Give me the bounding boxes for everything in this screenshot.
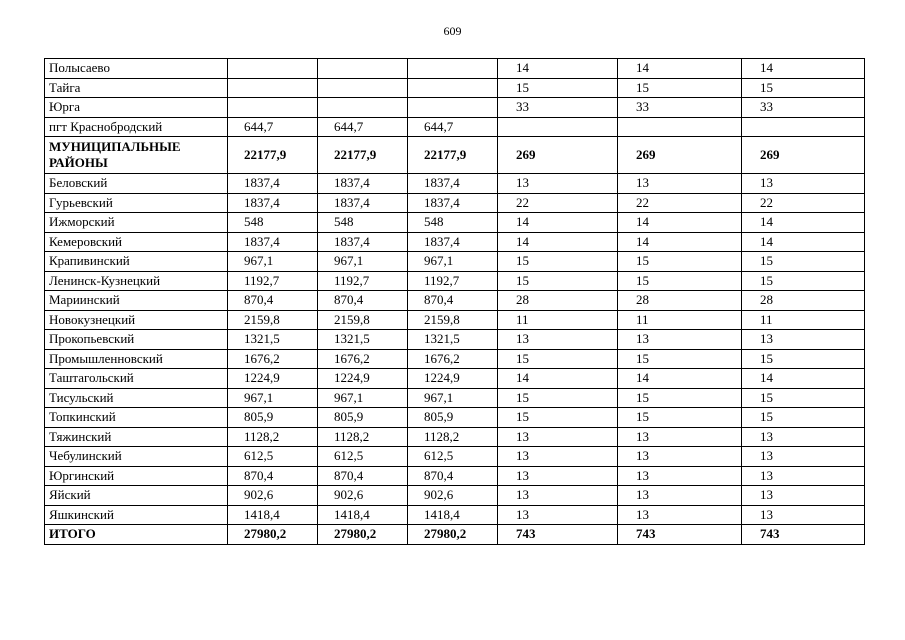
value-cell-b [318, 98, 408, 118]
value-cell-a: 1676,2 [228, 349, 318, 369]
table-row [45, 349, 865, 369]
value-cell-f: 28 [742, 291, 865, 311]
value-cell-d: 15 [498, 388, 618, 408]
table-row [45, 232, 865, 252]
value-cell-f: 33 [742, 98, 865, 118]
row-name-cell: пгт Краснобродский [45, 117, 228, 137]
value-cell-e: 14 [618, 369, 742, 389]
table-row [45, 427, 865, 447]
value-cell-d: 13 [498, 330, 618, 350]
value-cell-c: 644,7 [408, 117, 498, 137]
value-cell-d: 15 [498, 271, 618, 291]
value-cell-b: 1837,4 [318, 232, 408, 252]
value-cell-b: 548 [318, 213, 408, 233]
table-row [45, 447, 865, 467]
value-cell-b [318, 59, 408, 79]
value-cell-c: 1837,4 [408, 174, 498, 194]
row-name-cell: Полысаево [45, 59, 228, 79]
value-cell-d: 15 [498, 78, 618, 98]
value-cell-f: 14 [742, 213, 865, 233]
value-cell-c: 1224,9 [408, 369, 498, 389]
value-cell-b: 1128,2 [318, 427, 408, 447]
value-cell-d: 13 [498, 486, 618, 506]
row-name-cell: Юрга [45, 98, 228, 118]
value-cell-c: 1192,7 [408, 271, 498, 291]
value-cell-c: 612,5 [408, 447, 498, 467]
value-cell-f: 22 [742, 193, 865, 213]
table-row [45, 486, 865, 506]
value-cell-b: 2159,8 [318, 310, 408, 330]
value-cell-e: 14 [618, 213, 742, 233]
value-cell-a: 548 [228, 213, 318, 233]
value-cell-b: 870,4 [318, 466, 408, 486]
table-row [45, 525, 865, 545]
value-cell-e: 13 [618, 427, 742, 447]
value-cell-f: 14 [742, 369, 865, 389]
value-cell-a: 1321,5 [228, 330, 318, 350]
value-cell-a: 612,5 [228, 447, 318, 467]
row-name-cell: Промышленновский [45, 349, 228, 369]
value-cell-f: 269 [742, 137, 865, 174]
value-cell-d: 28 [498, 291, 618, 311]
value-cell-c: 902,6 [408, 486, 498, 506]
value-cell-d [498, 117, 618, 137]
value-cell-b: 1224,9 [318, 369, 408, 389]
value-cell-d: 14 [498, 369, 618, 389]
row-name-cell: Тайга [45, 78, 228, 98]
table-row [45, 310, 865, 330]
value-cell-d: 13 [498, 466, 618, 486]
row-name-cell: Новокузнецкий [45, 310, 228, 330]
table-row [45, 271, 865, 291]
value-cell-a: 967,1 [228, 252, 318, 272]
value-cell-a: 2159,8 [228, 310, 318, 330]
value-cell-e: 28 [618, 291, 742, 311]
value-cell-f: 13 [742, 486, 865, 506]
value-cell-a: 805,9 [228, 408, 318, 428]
value-cell-f: 14 [742, 232, 865, 252]
value-cell-e: 743 [618, 525, 742, 545]
value-cell-b: 1321,5 [318, 330, 408, 350]
value-cell-b: 902,6 [318, 486, 408, 506]
value-cell-d: 15 [498, 408, 618, 428]
value-cell-a [228, 59, 318, 79]
value-cell-c [408, 59, 498, 79]
value-cell-a: 902,6 [228, 486, 318, 506]
value-cell-a: 1192,7 [228, 271, 318, 291]
value-cell-f: 15 [742, 78, 865, 98]
value-cell-d: 11 [498, 310, 618, 330]
value-cell-e: 269 [618, 137, 742, 174]
row-name-cell: Топкинский [45, 408, 228, 428]
value-cell-f: 13 [742, 505, 865, 525]
value-cell-e: 14 [618, 59, 742, 79]
row-name-cell: Беловский [45, 174, 228, 194]
value-cell-e: 15 [618, 252, 742, 272]
value-cell-c: 967,1 [408, 388, 498, 408]
value-cell-a: 870,4 [228, 291, 318, 311]
table-row [45, 137, 865, 174]
value-cell-b: 644,7 [318, 117, 408, 137]
value-cell-b: 1837,4 [318, 193, 408, 213]
table-row [45, 174, 865, 194]
row-name-cell: Чебулинский [45, 447, 228, 467]
table-row [45, 388, 865, 408]
value-cell-e [618, 117, 742, 137]
value-cell-b [318, 78, 408, 98]
table-row [45, 78, 865, 98]
value-cell-b: 805,9 [318, 408, 408, 428]
value-cell-e: 15 [618, 78, 742, 98]
value-cell-c: 548 [408, 213, 498, 233]
value-cell-c: 1128,2 [408, 427, 498, 447]
value-cell-a: 1837,4 [228, 232, 318, 252]
value-cell-a [228, 78, 318, 98]
value-cell-f: 13 [742, 174, 865, 194]
row-name-cell: ИТОГО [45, 525, 228, 545]
value-cell-d: 14 [498, 232, 618, 252]
value-cell-c: 1321,5 [408, 330, 498, 350]
table-row [45, 193, 865, 213]
value-cell-c: 27980,2 [408, 525, 498, 545]
value-cell-d: 15 [498, 349, 618, 369]
value-cell-e: 11 [618, 310, 742, 330]
value-cell-b: 1837,4 [318, 174, 408, 194]
value-cell-f: 13 [742, 427, 865, 447]
row-name-cell: Таштагольский [45, 369, 228, 389]
row-name-cell: Тяжинский [45, 427, 228, 447]
row-name-cell: Тисульский [45, 388, 228, 408]
value-cell-e: 13 [618, 330, 742, 350]
value-cell-e: 15 [618, 349, 742, 369]
value-cell-d: 33 [498, 98, 618, 118]
table-row [45, 369, 865, 389]
value-cell-c: 805,9 [408, 408, 498, 428]
table-row [45, 291, 865, 311]
row-name-cell: Прокопьевский [45, 330, 228, 350]
value-cell-c: 1837,4 [408, 193, 498, 213]
value-cell-d: 22 [498, 193, 618, 213]
row-name-cell: Кемеровский [45, 232, 228, 252]
value-cell-c: 2159,8 [408, 310, 498, 330]
value-cell-d: 13 [498, 505, 618, 525]
value-cell-d: 13 [498, 174, 618, 194]
value-cell-a [228, 98, 318, 118]
row-name-cell: Юргинский [45, 466, 228, 486]
value-cell-f [742, 117, 865, 137]
value-cell-a: 27980,2 [228, 525, 318, 545]
table-row [45, 59, 865, 79]
value-cell-f: 743 [742, 525, 865, 545]
value-cell-c: 1676,2 [408, 349, 498, 369]
value-cell-c: 1837,4 [408, 232, 498, 252]
table-body [45, 59, 865, 545]
value-cell-f: 13 [742, 447, 865, 467]
row-name-cell: Крапивинский [45, 252, 228, 272]
value-cell-a: 967,1 [228, 388, 318, 408]
table-row [45, 252, 865, 272]
table-row [45, 466, 865, 486]
row-name-cell: Гурьевский [45, 193, 228, 213]
table-row [45, 330, 865, 350]
value-cell-f: 15 [742, 408, 865, 428]
table-row [45, 505, 865, 525]
value-cell-d: 14 [498, 213, 618, 233]
row-name-cell: Ленинск-Кузнецкий [45, 271, 228, 291]
value-cell-e: 13 [618, 486, 742, 506]
value-cell-f: 13 [742, 466, 865, 486]
value-cell-b: 1676,2 [318, 349, 408, 369]
value-cell-b: 27980,2 [318, 525, 408, 545]
value-cell-f: 11 [742, 310, 865, 330]
value-cell-a: 1837,4 [228, 193, 318, 213]
row-name-cell: Мариинский [45, 291, 228, 311]
row-name-cell: Ижморский [45, 213, 228, 233]
value-cell-e: 15 [618, 388, 742, 408]
value-cell-e: 13 [618, 505, 742, 525]
value-cell-f: 15 [742, 388, 865, 408]
value-cell-f: 14 [742, 59, 865, 79]
value-cell-b: 870,4 [318, 291, 408, 311]
value-cell-c: 1418,4 [408, 505, 498, 525]
table-row [45, 117, 865, 137]
value-cell-c: 870,4 [408, 291, 498, 311]
value-cell-a: 1418,4 [228, 505, 318, 525]
row-name-cell: Яшкинский [45, 505, 228, 525]
table-row [45, 98, 865, 118]
value-cell-b: 967,1 [318, 388, 408, 408]
value-cell-c: 870,4 [408, 466, 498, 486]
value-cell-e: 15 [618, 408, 742, 428]
value-cell-e: 33 [618, 98, 742, 118]
value-cell-f: 15 [742, 271, 865, 291]
value-cell-e: 22 [618, 193, 742, 213]
table-row [45, 408, 865, 428]
value-cell-b: 612,5 [318, 447, 408, 467]
value-cell-d: 13 [498, 427, 618, 447]
value-cell-d: 13 [498, 447, 618, 467]
value-cell-e: 15 [618, 271, 742, 291]
value-cell-c: 22177,9 [408, 137, 498, 174]
value-cell-a: 22177,9 [228, 137, 318, 174]
data-table [44, 58, 865, 545]
value-cell-a: 644,7 [228, 117, 318, 137]
value-cell-a: 1128,2 [228, 427, 318, 447]
value-cell-a: 1837,4 [228, 174, 318, 194]
value-cell-a: 870,4 [228, 466, 318, 486]
value-cell-a: 1224,9 [228, 369, 318, 389]
value-cell-c [408, 78, 498, 98]
row-name-cell: МУНИЦИПАЛЬНЫЕ РАЙОНЫ [45, 137, 228, 174]
value-cell-d: 14 [498, 59, 618, 79]
value-cell-e: 13 [618, 447, 742, 467]
value-cell-e: 13 [618, 174, 742, 194]
value-cell-b: 967,1 [318, 252, 408, 272]
value-cell-c: 967,1 [408, 252, 498, 272]
value-cell-f: 15 [742, 349, 865, 369]
value-cell-b: 1418,4 [318, 505, 408, 525]
row-name-cell: Яйский [45, 486, 228, 506]
value-cell-d: 269 [498, 137, 618, 174]
value-cell-d: 15 [498, 252, 618, 272]
value-cell-e: 14 [618, 232, 742, 252]
table-row [45, 213, 865, 233]
value-cell-b: 22177,9 [318, 137, 408, 174]
value-cell-e: 13 [618, 466, 742, 486]
value-cell-d: 743 [498, 525, 618, 545]
value-cell-f: 13 [742, 330, 865, 350]
page-number: 609 [443, 24, 462, 38]
value-cell-c [408, 98, 498, 118]
value-cell-f: 15 [742, 252, 865, 272]
value-cell-b: 1192,7 [318, 271, 408, 291]
